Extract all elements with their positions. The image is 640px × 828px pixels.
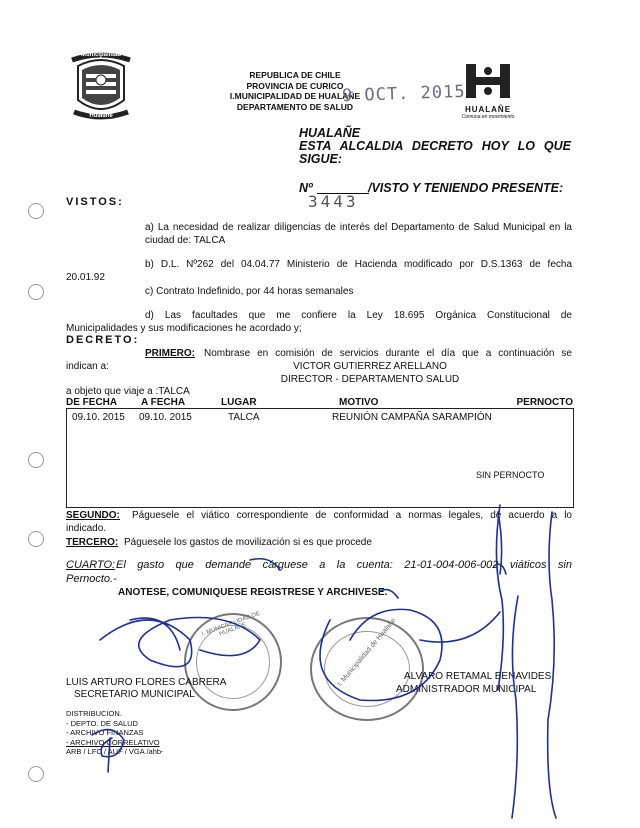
distribution-title: DISTRIBUCION. — [66, 709, 122, 718]
distribution-item: - DEPTO. DE SALUD — [66, 718, 138, 728]
secretary-title: SECRETARIO MUNICIPAL — [74, 689, 195, 700]
objeto-text: a objeto que viaje a :TALCA — [66, 386, 190, 397]
secretary-name: LUIS ARTURO FLORES CABRERA — [66, 677, 227, 688]
trip-table-header — [66, 396, 573, 408]
decree-number-stamp: 3443 — [308, 192, 359, 211]
signature-right — [420, 612, 500, 642]
vistos-d-cont: Municipalidades y sus modificaciones he acordado y; — [66, 323, 302, 334]
header-line: DEPARTAMENTO DE SALUD — [236, 101, 354, 112]
trip-cell-pernocto-note: SIN PERNOCTO — [476, 470, 545, 480]
administrator-name: ALVARO RETAMAL BENAVIDES — [404, 671, 552, 682]
trip-cell-a-fecha: 09.10. 2015 — [139, 412, 192, 423]
header-line: I.MUNICIPALIDAD DE HUALAÑE — [229, 91, 361, 101]
trip-cell-de-fecha: 09.10. 2015 — [72, 412, 125, 423]
trip-cell-lugar: TALCA — [228, 412, 260, 423]
primero-text: Nombrase en comisión de servicios durante el día que a continuación se — [204, 348, 572, 359]
cuarto-label: CUARTO: — [66, 559, 116, 571]
vistos-c: c) Contrato Indefinido, por 44 horas semanales — [145, 286, 354, 297]
bracket-mark — [496, 505, 503, 690]
col-a-fecha: A FECHA — [141, 396, 186, 408]
title-line-3: SIGUE: — [299, 152, 343, 166]
vistos-label: VISTOS: — [66, 196, 124, 208]
cuarto-text: El gasto que demande cárguese a la cuenta: 21-01-004-006-002 viáticos sin — [116, 559, 572, 571]
punch-hole — [28, 452, 44, 468]
segundo-label: SEGUNDO: — [66, 510, 120, 521]
header-line: REPUBLICA DE CHILE — [249, 70, 341, 80]
decree-number-suffix: /VISTO Y TENIENDO PRESENTE: — [368, 181, 564, 195]
col-motivo: MOTIVO — [339, 396, 379, 408]
decreto-label: DECRETO: — [66, 334, 140, 346]
seal-top-text: Municipalidad — [80, 52, 121, 58]
vistos-b-cont: 20.01.92 — [66, 272, 105, 283]
hualane-logo — [458, 62, 518, 120]
distribution-block — [66, 709, 164, 757]
signature-left — [130, 618, 180, 650]
vistos-b: b) D.L. Nº262 del 04.04.77 Ministerio de Hacienda modificado por D.S.1363 de fecha — [145, 259, 572, 270]
bracket-mark — [548, 512, 556, 818]
col-pernocto: PERNOCTO — [516, 396, 573, 408]
distribution-item: - ARCHIVO FINANZAS — [66, 728, 144, 737]
seal-bottom-text: Hualañe — [89, 113, 113, 119]
bracket-mark — [512, 596, 518, 818]
trip-table — [66, 396, 573, 408]
tercero-text: Páguesele los gastos de movilización si es que procede — [124, 537, 372, 548]
tercero-label: TERCERO: — [66, 537, 119, 548]
secretary-stamp-text: I. MUNICIPALIDAD DE HUALAÑE — [201, 610, 261, 638]
logo-name: HUALAÑE — [464, 105, 512, 114]
administrator-stamp-text: I. Municipalidad de Hualañe — [336, 617, 398, 688]
punch-hole — [28, 531, 44, 547]
received-date-stamp: 9 OCT. 2015 — [341, 81, 466, 107]
vistos-a: a) La necesidad de realizar diligencias de interés del Departamento de Salud Municipal en la ciudad de: TALCA — [145, 222, 572, 246]
vistos-d: d) Las facultades que me confiere la Ley 18.695 Orgánica Constitucional de — [145, 310, 572, 321]
person-name: VICTOR GUTIERREZ ARELLANO — [293, 361, 447, 372]
title-line-2: ESTA ALCALDIA DECRETO HOY LO QUE — [299, 139, 571, 153]
punch-hole — [28, 766, 44, 782]
administrator-title: ADMINISTRADOR MUNICIPAL — [396, 684, 537, 695]
header-line: PROVINCIA DE CURICO — [246, 80, 344, 91]
primero-label: PRIMERO: — [145, 348, 195, 359]
segundo-cont: indicado. — [66, 523, 107, 534]
closing-text: ANOTESE, COMUNIQUESE REGISTRESE Y ARCHIVESE. — [118, 587, 388, 598]
title-line-1: HUALAÑE — [299, 126, 361, 140]
indican-text: indican a: — [66, 361, 109, 372]
distribution-initials: ARB / LFC / AUF / VGA /ahb- — [66, 747, 164, 756]
punch-hole — [28, 203, 44, 219]
secretary-round-stamp — [184, 610, 282, 711]
punch-hole — [28, 284, 44, 300]
trip-cell-motivo: REUNIÓN CAMPAÑA SARAMPIÓN — [332, 412, 492, 423]
person-title: DIRECTOR - DEPARTAMENTO SALUD — [280, 374, 460, 385]
cuarto-cont: Pernocto.- — [66, 573, 117, 585]
distribution-item: - ARCHIVO CORRELATIVO — [66, 737, 160, 747]
col-lugar: LUGAR — [221, 396, 257, 408]
municipal-seal-logo — [70, 52, 132, 122]
col-de-fecha: DE FECHA — [66, 396, 118, 408]
decree-number-label: Nº — [299, 181, 313, 195]
logo-tagline: Comuna en movimiento — [461, 114, 515, 120]
administrator-round-stamp — [310, 617, 424, 721]
segundo-text: Páguesele el viático correspondiente de conformidad a normas legales, de acuerdo a lo — [132, 510, 572, 521]
